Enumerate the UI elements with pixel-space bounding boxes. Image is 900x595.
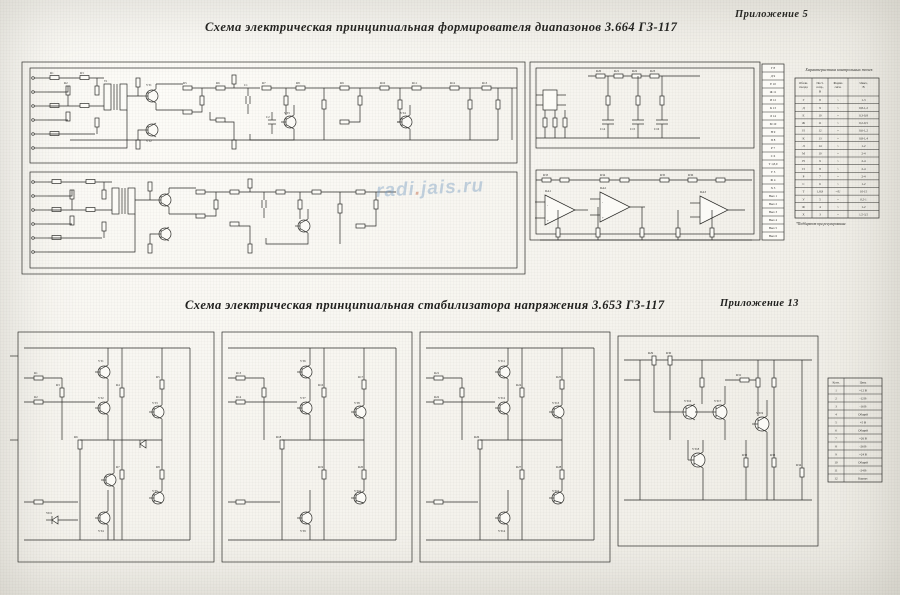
svg-text:VT4: VT4 [400,111,406,115]
table-cell: Ж [802,121,805,126]
table-cell: ~ [837,143,839,148]
svg-text:R31: R31 [736,373,742,377]
table-cell: Х [802,212,805,217]
table-cell: ~ [837,121,839,126]
svg-text:R27: R27 [516,465,522,469]
table-cell: -12 В [859,396,867,401]
table-cell: 1-2 [861,204,866,209]
svg-text:C2: C2 [266,115,270,119]
table-cell: 5 [835,420,837,425]
table-cell: Т 1,8,9 [768,162,778,167]
svg-text:R30: R30 [666,351,672,355]
table-cell: 10 [834,460,838,465]
svg-text:VT9: VT9 [300,529,306,533]
table-cell: И [802,128,805,133]
table-cell: 6 [835,428,837,433]
table-cell: Пост. [816,81,824,85]
table-cell: Р 7 [770,146,776,151]
svg-text:R20: R20 [596,69,602,73]
svg-text:R12: R12 [450,81,456,85]
char-table-footnote: *Подбирают при регулировании [796,222,846,226]
table-cell: В [862,85,865,90]
table-cell: 2-4 [861,166,866,171]
svg-text:DA2: DA2 [600,186,607,190]
svg-text:R16: R16 [318,383,324,387]
table-cell: Т [802,189,805,194]
table-cell: +12 В [859,388,867,393]
table-cell: 0,8-1,4 [859,136,868,141]
table-cell: 12 [834,476,838,481]
table-cell: ~ [837,151,839,156]
table-cell: 8 [819,98,821,103]
svg-text:R26: R26 [474,435,480,439]
svg-text:R8: R8 [156,465,160,469]
svg-text:R25: R25 [556,375,562,379]
table-cell: В [818,89,822,94]
svg-text:R8: R8 [296,81,300,85]
table-cell: 11 [818,121,822,126]
svg-text:R35: R35 [660,173,666,177]
table-cell: 2 [835,396,837,401]
table-cell: 4 [835,412,837,417]
stabilizer-cell-2-draw [228,348,396,540]
table-cell: сигн. [834,85,842,90]
svg-text:R22: R22 [434,395,440,399]
table-cell: 14 [818,143,822,148]
top-right-block [536,69,700,138]
table-cell: сопр., [816,85,824,90]
svg-text:R5: R5 [156,375,160,379]
table-cell: ~ [837,182,839,187]
table-cell: 1-2 [861,143,866,148]
table-cell: С 6 [770,154,776,159]
svg-text:R33: R33 [543,173,549,177]
table-cell: 2-4 [861,159,866,164]
svg-text:R22: R22 [632,69,638,73]
watermark: radi.jais.ru [375,175,485,202]
table-cell: Общий [858,428,868,433]
table-cell: 5 [819,197,821,202]
table-cell: Цепь [859,380,867,385]
svg-text:C16: C16 [654,127,660,131]
table-cell: ~ [837,105,839,110]
svg-text:R13: R13 [482,81,488,85]
table-cell: 2-4 [861,151,866,156]
svg-text:VT4: VT4 [98,529,104,533]
svg-text:R19: R19 [318,465,324,469]
svg-text:VT11: VT11 [498,359,506,363]
table-cell: 8 [835,444,837,449]
svg-text:VT2: VT2 [98,396,104,400]
svg-text:R21: R21 [614,69,620,73]
svg-text:VT16: VT16 [684,399,692,403]
table-cell: Вых 6 [768,234,778,239]
table-cell: Ф 4 [770,178,776,183]
svg-text:R34: R34 [796,463,802,467]
svg-text:VT10: VT10 [354,489,362,493]
table-cell: Uвых, [859,81,868,85]
table-cell: П 8 [770,138,776,143]
table-cell: Д [802,105,805,110]
table-cell: 10 [818,151,822,156]
svg-text:VT1: VT1 [146,83,152,87]
table-cell: +24 В [859,452,867,457]
table-cell: Ф [802,204,805,209]
table-cell: +5 В [859,420,867,425]
svg-text:R6: R6 [74,435,78,439]
svg-text:R17: R17 [358,375,364,379]
opamp-3 [690,196,745,224]
table-cell: 11 [834,468,838,473]
svg-text:R20: R20 [358,465,364,469]
table-cell: 9 [819,159,821,164]
table-cell: 3 [835,404,837,409]
table-cell: 10 [818,113,822,118]
table-cell: ~ [837,136,839,141]
svg-text:R21: R21 [434,371,440,375]
svg-text:VT5: VT5 [152,489,158,493]
table-cell: И 12 [769,98,777,103]
table-cell: Ж 11 [769,90,777,95]
char-table-title: Характеристика контрольных точек [805,67,873,72]
svg-text:R34: R34 [600,173,606,177]
svg-text:R29: R29 [648,351,654,355]
table-cell: 13 [818,136,822,141]
table-cell: 8 [819,166,821,171]
svg-text:R11: R11 [412,81,418,85]
diagram1-title: Схема электрическая принципиальная формирователя диапазонов 3.664 ГЗ-117 [205,20,678,34]
svg-text:VD1: VD1 [46,511,53,515]
svg-text:VT19: VT19 [756,411,764,415]
table-cell: С [802,182,805,187]
table-cell: Н [802,159,805,164]
svg-text:R13: R13 [236,371,242,375]
table-cell: 4 [819,204,821,209]
table-cell: Г 8 [770,66,776,71]
table-cell: П [802,166,805,171]
svg-text:R1: R1 [34,371,38,375]
svg-text:R1: R1 [50,71,54,75]
svg-text:C14: C14 [600,127,606,131]
svg-text:VT14: VT14 [498,529,506,533]
svg-text:+: + [602,216,604,220]
table-cell: М 10 [769,122,777,127]
svg-text:C15: C15 [630,127,636,131]
svg-text:+: + [547,219,549,223]
svg-text:R7: R7 [116,465,120,469]
table-cell: ~ [837,212,839,217]
svg-text:VT2: VT2 [146,139,152,143]
stabilizer-cell-1 [24,348,190,540]
svg-text:R7: R7 [262,81,266,85]
table-cell: М [802,151,805,156]
characteristics-table [795,78,879,218]
table-cell: ~ [837,166,839,171]
table-cell: 3 [819,212,821,217]
svg-text:VT1: VT1 [98,359,104,363]
table-cell: 7 [835,436,837,441]
table-cell: К [802,136,805,141]
table-cell: 0,3-0,8 [859,113,868,118]
table-cell: гнезда [799,85,808,90]
table-cell: ~ [837,204,839,209]
table-cell: 1 [835,388,837,393]
table-cell: Н 9 [770,130,776,135]
diagram2-title: Схема электрическая принципиальная стабилизатора напряжения 3.653 ГЗ-117 [185,298,665,312]
svg-text:VT15: VT15 [552,489,560,493]
svg-text:R10: R10 [380,81,386,85]
table-cell: Д 9 [770,74,776,79]
svg-text:VT17: VT17 [714,399,722,403]
table-cell: Корпус [858,476,868,481]
table-cell: 1-3 [861,98,866,103]
svg-text:R5: R5 [183,81,187,85]
appendix1-label: Приложение 5 [735,9,809,20]
table-cell: -24 В [859,468,867,473]
table-cell: Г [802,98,805,103]
svg-text:C1: C1 [244,83,248,87]
table-cell: ~ [837,159,839,164]
table-cell: 10-15 [859,189,868,194]
table-cell: Х 3 [770,186,776,191]
table-cell: У [802,197,805,202]
table-cell: 1-2 [861,182,866,187]
table-cell: Общий [858,412,868,417]
table-cell: Вых 2 [768,202,778,207]
svg-text:R9: R9 [340,81,344,85]
svg-text:R36: R36 [688,173,694,177]
svg-text:R18: R18 [276,435,282,439]
svg-text:T1: T1 [104,79,108,83]
table-cell: ~ [837,113,839,118]
table-cell: Конт. [832,380,840,385]
opamp-1 [535,195,588,225]
table-cell: 1,8,9 [816,189,824,194]
table-cell: 7 [819,174,821,179]
table-cell: Вых 5 [768,226,778,231]
svg-text:R2: R2 [64,81,68,85]
table-cell: 1,5-3,5 [859,212,868,217]
table-cell: +26 В [859,436,867,441]
svg-text:VT12: VT12 [498,396,506,400]
table-cell: Е [802,113,805,118]
table-cell: -16 В [859,404,867,409]
svg-text:DA3: DA3 [700,190,707,194]
table-cell: Форма [833,81,843,85]
table-cell: Л 14 [770,114,776,119]
stabilizer-cell-3-draw [426,348,594,540]
table-cell: 9 [819,105,821,110]
svg-text:-: - [602,200,604,204]
table-cell: ~ [837,197,839,202]
table-cell: 9 [835,452,837,457]
svg-text:VT8: VT8 [354,401,360,405]
table-cell: К 13 [770,106,776,111]
connector-table [828,378,882,482]
svg-text:R32: R32 [742,453,748,457]
table-cell: ~ [837,174,839,179]
svg-text:R24: R24 [516,383,522,387]
svg-text:DA1: DA1 [545,189,552,193]
svg-text:R14: R14 [236,395,242,399]
table-cell: Вых 3 [768,210,778,215]
svg-text:R28: R28 [556,465,562,469]
svg-text:-: - [547,203,549,207]
svg-text:VT3: VT3 [284,111,290,115]
svg-text:R33: R33 [770,453,776,457]
appendix2-label: Приложение 13 [720,298,799,309]
table-cell: У 5 [770,170,776,175]
table-cell: 12 [818,128,822,133]
svg-text:R3: R3 [80,71,84,75]
table-cell: 2-4 [861,174,866,179]
svg-text:VT18: VT18 [692,447,700,451]
top-row2-circuit [32,69,752,253]
svg-text:VT13: VT13 [552,401,560,405]
top-row1-circuit [32,71,517,149]
table-cell: Л [802,143,805,148]
svg-text:R4: R4 [116,383,120,387]
table-cell: ~ [837,128,839,133]
table-cell: ~ [837,98,839,103]
table-cell: -26 В [859,444,867,449]
table-cell: 0,6-1,2 [859,128,868,133]
svg-text:R23: R23 [650,69,656,73]
table-cell: Вых 1 [768,194,778,199]
contact-pin-strip [762,64,784,240]
table-cell: Обозн. [798,81,809,85]
table-cell: Общий [858,460,868,465]
table-cell: Вых 4 [768,218,778,223]
svg-text:R2: R2 [34,395,38,399]
stabilizer-cell-4-draw [624,351,812,500]
table-cell: Е 10 [770,82,776,87]
svg-text:VT7: VT7 [300,396,306,400]
svg-text:VT3: VT3 [152,401,158,405]
svg-text:R3: R3 [56,383,60,387]
table-cell: 0,2-0,5 [859,121,868,126]
table-cell: 0,8-1,2 [859,105,868,110]
svg-text:VT6: VT6 [300,359,306,363]
table-cell: Р [802,174,805,179]
table-cell: 6 [819,182,821,187]
top-diagram-frames [22,62,760,274]
table-cell: 0,5-1 [860,197,867,202]
svg-text:R6: R6 [216,81,220,85]
table-cell: ~/U [835,189,841,194]
